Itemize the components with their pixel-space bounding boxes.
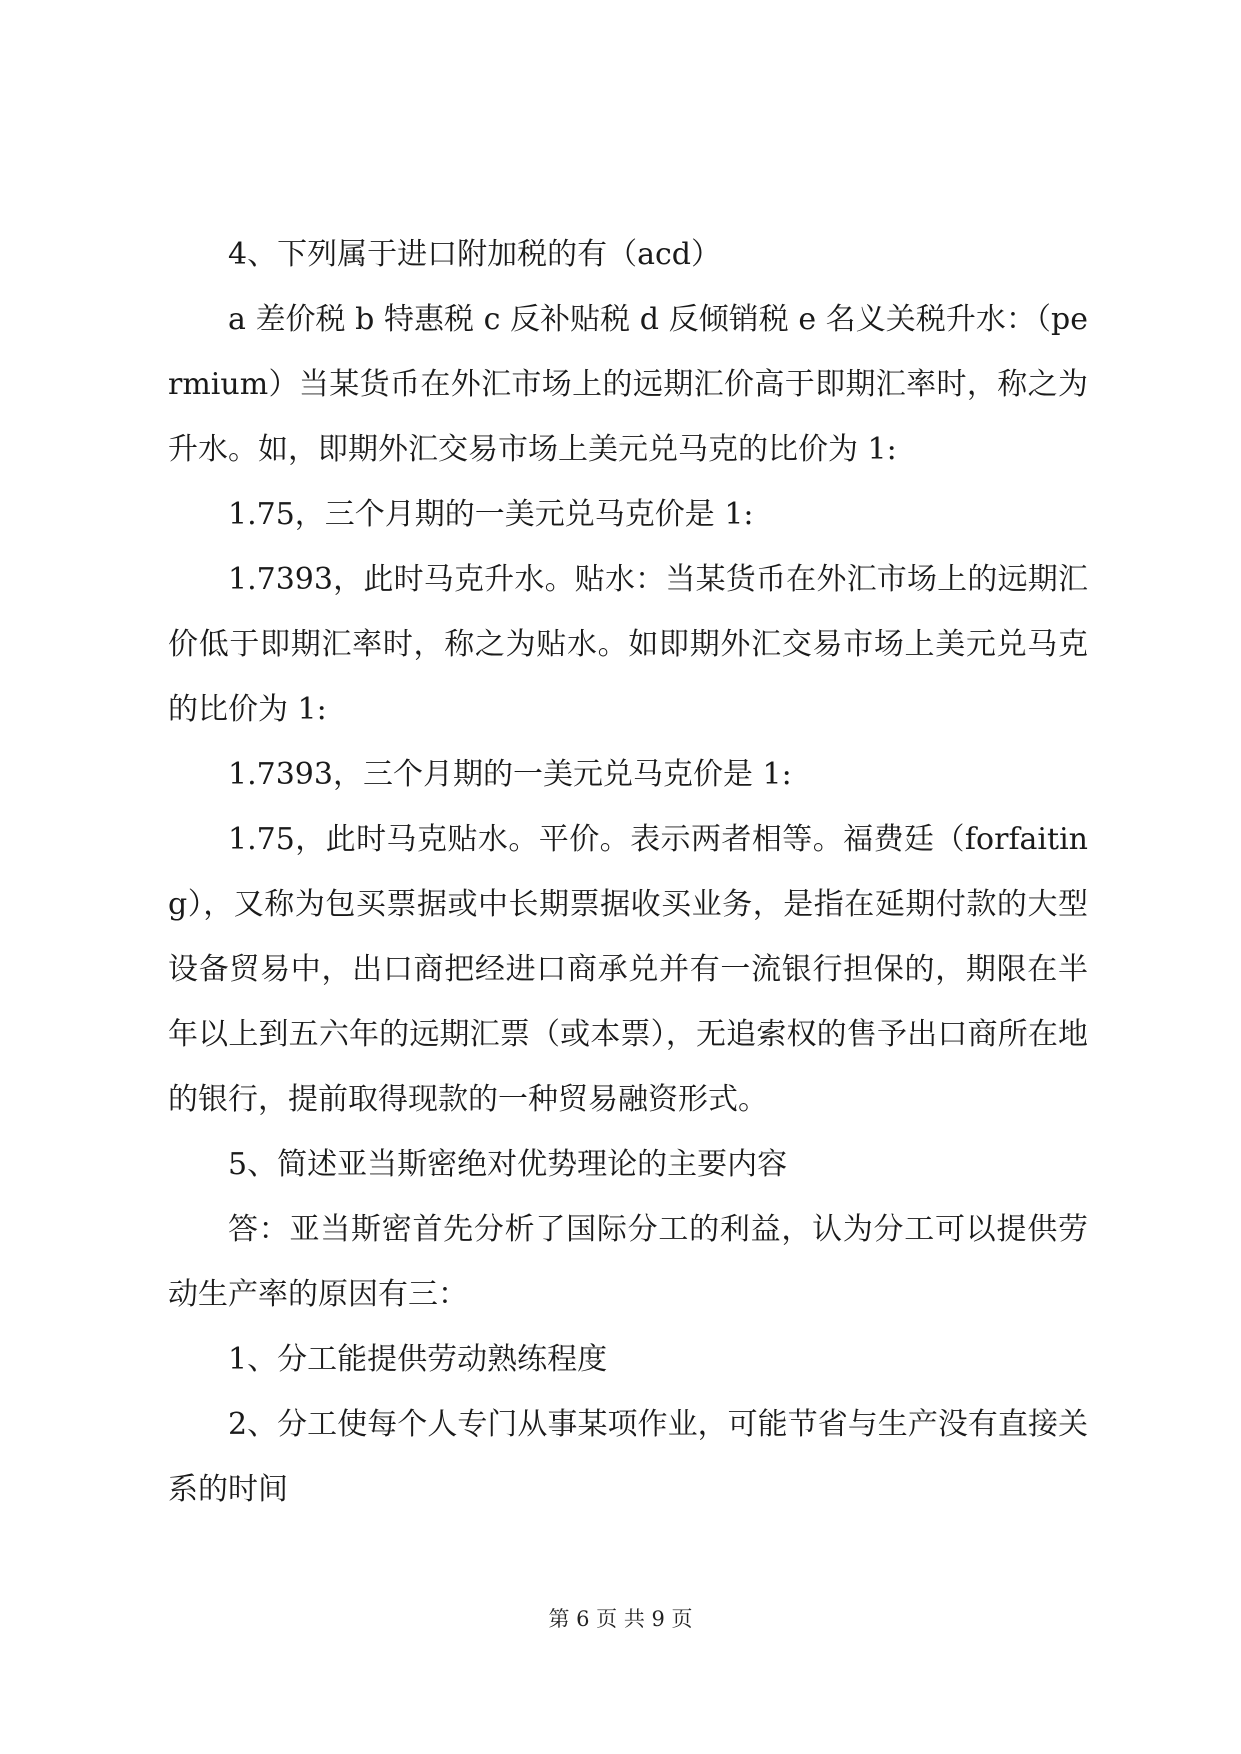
paragraph-answer: 答：亚当斯密首先分析了国际分工的利益，认为分工可以提供劳动生产率的原因有三： [168, 1212, 1088, 1312]
paragraph-point-1: 1、分工能提供劳动熟练程度 [228, 1342, 608, 1377]
paragraph-forfaiting: 1.75，此时马克贴水。平价。表示两者相等。福费廷（forfaiting），又称为包买票据或中长期票据收买业务，是指在延期付款的大型设备贸易中，出口商把经进口商承兑并有一流银行担保的，期限在半年以上到五六年的远期汇票（或本票），无追索权的售予出口商所在地的银行，提前取得现款的一种贸易融资形式。 [168, 822, 1088, 1117]
page-footer [0, 1603, 1241, 1633]
page-number-label: 第 6 页 共 9 页 [548, 1607, 693, 1631]
paragraph-discount: 1.7393，此时马克升水。贴水：当某货币在外汇市场上的远期汇价低于即期汇率时，称之为贴水。如即期外汇交易市场上美元兑马克的比价为 1: [168, 562, 1088, 727]
paragraph-question-5: 5、简述亚当斯密绝对优势理论的主要内容 [228, 1147, 788, 1182]
paragraph-point-2: 2、分工使每个人专门从事某项作业，可能节省与生产没有直接关系的时间 [168, 1407, 1088, 1507]
paragraph-rate-1-75: 1.75，三个月期的一美元兑马克价是 1: [228, 497, 754, 532]
paragraph-question-4: 4、下列属于进口附加税的有（acd） [228, 237, 721, 272]
document-body [168, 222, 1088, 1522]
paragraph-rate-1-7393: 1.7393，三个月期的一美元兑马克价是 1: [228, 757, 792, 792]
paragraph-options-premium: a 差价税 b 特惠税 c 反补贴税 d 反倾销税 e 名义关税升水：（permium）当某货币在外汇市场上的远期汇价高于即期汇率时，称之为升水。如，即期外汇交易市场上美元兑马克的比价为 1: [168, 302, 1088, 467]
